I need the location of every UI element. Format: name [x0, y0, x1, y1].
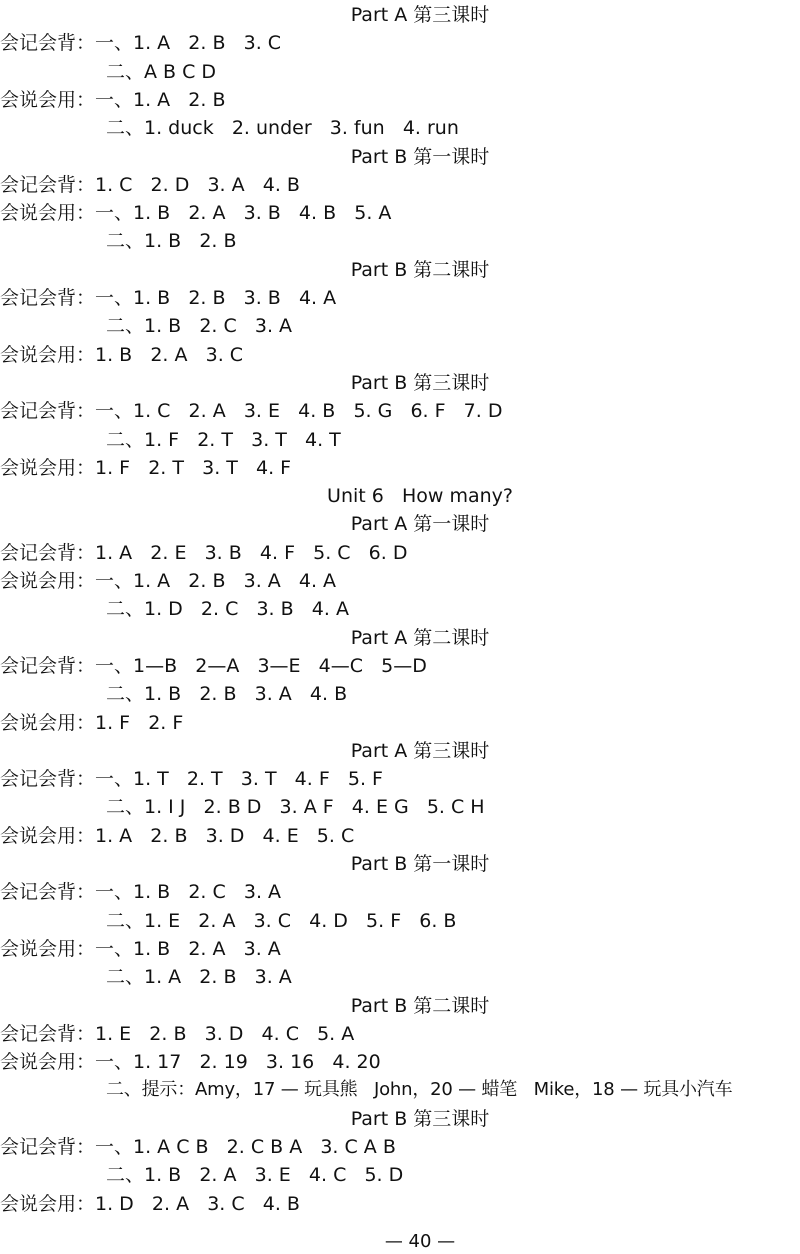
answer-line: 会记会背：一、1—B 2—A 3—E 4—C 5—D — [0, 654, 427, 677]
unit-title: Unit 6 How many? — [327, 485, 513, 508]
answer-line-indented: 二、1. F 2. T 3. T 4. T — [106, 428, 341, 451]
answer-line: 会说会用：1. D 2. A 3. C 4. B — [0, 1192, 300, 1215]
answer-line: 会说会用：一、1. A 2. B — [0, 88, 226, 111]
answer-line: 会记会背：1. C 2. D 3. A 4. B — [0, 173, 300, 196]
section-heading: Part B 第一课时 — [350, 853, 490, 875]
answer-line: 会记会背：1. A 2. E 3. B 4. F 5. C 6. D — [0, 541, 408, 564]
section-heading: Part B 第三课时 — [350, 371, 490, 394]
section-heading: Part A 第一课时 — [350, 513, 490, 536]
answer-line: 会记会背：一、1. C 2. A 3. E 4. B 5. G 6. F 7. D — [0, 400, 503, 423]
answer-line-indented: 二、1. B 2. B 3. A 4. B — [106, 683, 348, 706]
answer-line-indented: 二、1. B 2. B — [106, 230, 237, 253]
answer-line: 会说会用：一、1. 17 2. 19 3. 16 4. 20 — [0, 1051, 381, 1074]
answer-line: 会记会背：1. E 2. B 3. D 4. C 5. A — [0, 1022, 355, 1045]
answer-line-indented: 二、A B C D — [106, 60, 217, 83]
page-number: — 40 — — [384, 1231, 456, 1252]
section-heading: Part B 第三课时 — [350, 1107, 490, 1130]
section-heading: Part B 第二课时 — [350, 994, 490, 1017]
answer-line: 会说会用：1. F 2. T 3. T 4. F — [0, 456, 292, 479]
answer-line: 会记会背：一、1. T 2. T 3. T 4. F 5. F — [0, 768, 383, 791]
answer-line: 会记会背：一、1. A C B 2. C B A 3. C A B — [0, 1136, 396, 1158]
answer-line-indented: 二、1. duck 2. under 3. fun 4. run — [106, 117, 459, 140]
answer-line: 会说会用：一、1. A 2. B 3. A 4. A — [0, 570, 337, 592]
answer-line-indented: 二、1. E 2. A 3. C 4. D 5. F 6. B — [106, 909, 457, 932]
section-heading: Part A 第二课时 — [350, 626, 490, 649]
answer-line: 会说会用：1. A 2. B 3. D 4. E 5. C — [0, 824, 355, 847]
answer-line: 会说会用：一、1. B 2. A 3. B 4. B 5. A — [0, 202, 392, 225]
answer-line-indented: 二、1. B 2. A 3. E 4. C 5. D — [106, 1164, 404, 1187]
answer-line-indented: 二、1. B 2. C 3. A — [106, 315, 293, 338]
answer-line: 会记会背：一、1. A 2. B 3. C — [0, 32, 282, 55]
section-heading: Part B 第一课时 — [350, 145, 490, 168]
answer-line: 会说会用：一、1. B 2. A 3. A — [0, 937, 281, 960]
answer-line-indented: 二、1. D 2. C 3. B 4. A — [106, 598, 349, 621]
section-heading: Part A 第三课时 — [350, 739, 490, 762]
answer-line: 会说会用：1. B 2. A 3. C — [0, 343, 244, 366]
answer-line-indented: 二、提示：Amy，17 — 玩具熊 John，20 — 蜡笔 Mike，18 — 玩具小汽车 — [106, 1079, 733, 1101]
answer-line-indented: 二、1. I J 2. B D 3. A F 4. E G 5. C H — [106, 796, 485, 819]
section-heading: Part A 第三课时 — [350, 4, 490, 26]
answer-line: 会说会用：1. F 2. F — [0, 711, 184, 734]
answer-line: 会记会背：一、1. B 2. B 3. B 4. A — [0, 287, 337, 309]
answer-line-indented: 二、1. A 2. B 3. A — [106, 966, 292, 989]
answer-line: 会记会背：一、1. B 2. C 3. A — [0, 881, 282, 904]
section-heading: Part B 第二课时 — [350, 258, 490, 281]
